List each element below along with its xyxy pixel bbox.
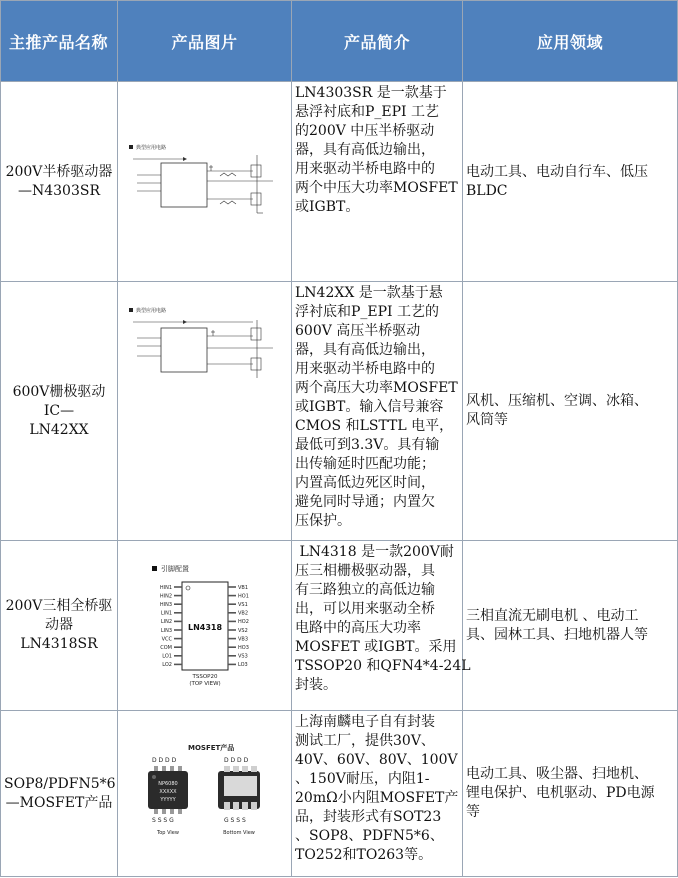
intro-line: 内置高低边死区时间， (295, 475, 435, 491)
diagram-title: 典型应用电路 (135, 308, 166, 314)
product-name-line: LN42XX (29, 421, 89, 438)
intro-line: 最低可到3.3V。具有输 (295, 437, 440, 453)
application-cell (463, 82, 678, 282)
pin-label: VB1 (237, 584, 248, 591)
product-intro-cell (292, 711, 463, 877)
product-name-line: —N4303SR (17, 182, 100, 199)
chip-label: LN4318 (187, 622, 222, 632)
product-name-line: SOP8/PDFN5*6 (4, 775, 116, 792)
application-cell (463, 282, 678, 541)
intro-line: 浮衬底和P_EPI 工艺的 (295, 304, 440, 320)
product-name-cell (1, 82, 118, 282)
pin-label: VS1 (237, 601, 248, 608)
intro-line: 或IGBT。 (295, 199, 360, 215)
product-name-line: —MOSFET产品 (5, 794, 113, 811)
product-name-cell (1, 711, 118, 877)
intro-line: 电路中的高压大功率 (295, 620, 421, 636)
intro-line: 器，具有高低边输出， (295, 342, 435, 358)
intro-line: 用来驱动半桥电路中的 (295, 161, 435, 177)
pin-label: COM (159, 644, 172, 651)
product-image-cell (118, 541, 292, 711)
intro-line: 两个高压大功率MOSFET (295, 380, 458, 396)
pin-label: VCC (161, 635, 172, 642)
pin-label: LO2 (161, 661, 172, 668)
application-line: 风筒等 (466, 412, 508, 428)
pin-label: HO2 (237, 618, 249, 625)
table-row (1, 82, 678, 282)
pin-label: HIN3 (159, 601, 172, 608)
table-row (1, 541, 678, 711)
application-line: 锂电保护、电机驱动、PD电源 (466, 785, 655, 801)
intro-line: 有三路独立的高低边输 (295, 582, 435, 598)
intro-line: 压三相栅极驱动器，具 (295, 563, 435, 579)
intro-line: 两个中压大功率MOSFET (295, 180, 458, 196)
product-intro-cell (292, 82, 463, 282)
chip-mark-2: XXXXX (158, 788, 177, 795)
chip-mark-1: NP6080 (157, 780, 178, 787)
application-line: 三相直流无刷电机 、电动工 (466, 607, 639, 624)
intro-line: 出，可以用来驱动全桥 (295, 601, 435, 617)
product-image-cell (118, 711, 292, 877)
pin-label: LIN1 (160, 610, 172, 617)
intro-line: 的200V 中压半桥驱动 (295, 123, 435, 139)
product-name-line: LN4318SR (20, 636, 98, 652)
product-image-cell (118, 282, 292, 541)
intro-line: 出传输延时匹配功能； (295, 456, 435, 472)
application-line: 电动工具、电动自行车、低压 (466, 163, 648, 180)
table-row (1, 711, 678, 877)
pin-label: VB2 (237, 610, 248, 617)
pin-config-image (130, 560, 280, 692)
pin-label: LO1 (161, 653, 172, 660)
pin-label: VS3 (237, 653, 248, 660)
circuit-diagram-image (125, 304, 285, 382)
top-view-top-pins: D D D D (151, 756, 176, 764)
top-view-label: Top View (156, 829, 179, 836)
chip-mark-3: YYYYY (159, 796, 176, 803)
mosfet-package-image (130, 742, 280, 846)
pin-config-title: 引脚配置 (160, 564, 189, 573)
intro-line: 40V、60V、80V、100V (295, 752, 458, 768)
product-name-line: IC— (43, 402, 75, 419)
intro-line: MOSFET 或IGBT。采用 (295, 639, 457, 655)
application-cell (463, 711, 678, 877)
application-line: 风机、压缩机、空调、冰箱、 (466, 393, 648, 409)
table-header-row (1, 1, 678, 82)
intro-line: 、150V耐压，内阻1- (295, 771, 430, 787)
top-view-bottom-pins: S S S G (151, 816, 174, 824)
pin-label: HO3 (237, 644, 249, 651)
intro-line: 压保护。 (295, 513, 351, 529)
header-application: 应用领域 (463, 1, 678, 82)
bottom-view-bottom-pins: G S S S (223, 816, 246, 824)
intro-line: TSSOP20 和QFN4*4-24L (295, 658, 471, 674)
header-product-image: 产品图片 (118, 1, 292, 82)
intro-line: CMOS 和LSTTL 电平， (295, 418, 454, 434)
intro-line: LN4303SR 是一款基于 (295, 85, 447, 101)
pin-label: LO3 (237, 661, 248, 668)
pin-label: LIN2 (160, 618, 172, 625)
application-line: 具、园林工具、扫地机器人等 (466, 626, 648, 643)
application-line: BLDC (466, 182, 508, 199)
product-image-cell (118, 82, 292, 282)
intro-line: 品，封装形式有SOT23 (295, 809, 442, 825)
diagram-title: 典型应用电路 (135, 144, 166, 151)
pin-label: VB3 (237, 635, 248, 642)
table-row (1, 282, 678, 541)
product-name-line: 动器 (45, 617, 73, 633)
package-label: TSSOP20 (192, 673, 217, 680)
bottom-view-top-pins: D D D D (223, 756, 248, 764)
intro-line: 封装。 (295, 677, 337, 693)
application-cell (463, 541, 678, 711)
product-name-cell (1, 541, 118, 711)
intro-line: 600V 高压半桥驱动 (295, 323, 421, 339)
mosfet-image-title: MOSFET产品 (187, 743, 234, 752)
product-intro-cell (292, 282, 463, 541)
intro-line: 20mΩ小内阻MOSFET产 (295, 790, 459, 806)
intro-line: 测试工厂，提供30V、 (295, 733, 435, 749)
product-name-line: 200V三相全桥驱 (5, 598, 113, 614)
intro-line: LN4318 是一款200V耐 (295, 544, 454, 560)
intro-line: TO252和TO263等。 (295, 847, 433, 863)
product-name-line: 200V半桥驱动器 (5, 163, 113, 180)
pin-label: HO1 (237, 592, 249, 599)
intro-line: 、SOP8、PDFN5*6、 (295, 828, 444, 844)
pin-label: HIN2 (159, 592, 172, 599)
intro-line: 器，具有高低边输出， (295, 142, 435, 158)
pin-label: VS2 (237, 627, 248, 634)
pin-label: HIN1 (159, 584, 172, 591)
product-name-cell (1, 282, 118, 541)
application-line: 电动工具、吸尘器、扫地机、 (466, 766, 648, 782)
intro-line: 悬浮衬底和P_EPI 工艺 (295, 104, 440, 120)
product-intro-cell (292, 541, 471, 711)
intro-line: 或IGBT。输入信号兼容 (295, 399, 444, 415)
header-product-intro: 产品简介 (292, 1, 463, 82)
intro-line: 上海南麟电子自有封装 (295, 714, 435, 730)
intro-line: 用来驱动半桥电路中的 (295, 361, 435, 377)
header-product-name: 主推产品名称 (1, 1, 118, 82)
circuit-diagram-image (125, 141, 285, 223)
view-label: (TOP VIEW) (188, 680, 221, 687)
application-line: 等 (466, 804, 480, 820)
bottom-view-label: Bottom View (222, 829, 255, 836)
product-name-line: 600V栅极驱动 (12, 383, 106, 400)
intro-line: LN42XX 是一款基于悬 (295, 285, 443, 301)
intro-line: 避免同时导通；内置欠 (295, 494, 435, 510)
pin-label: LIN3 (160, 627, 172, 634)
